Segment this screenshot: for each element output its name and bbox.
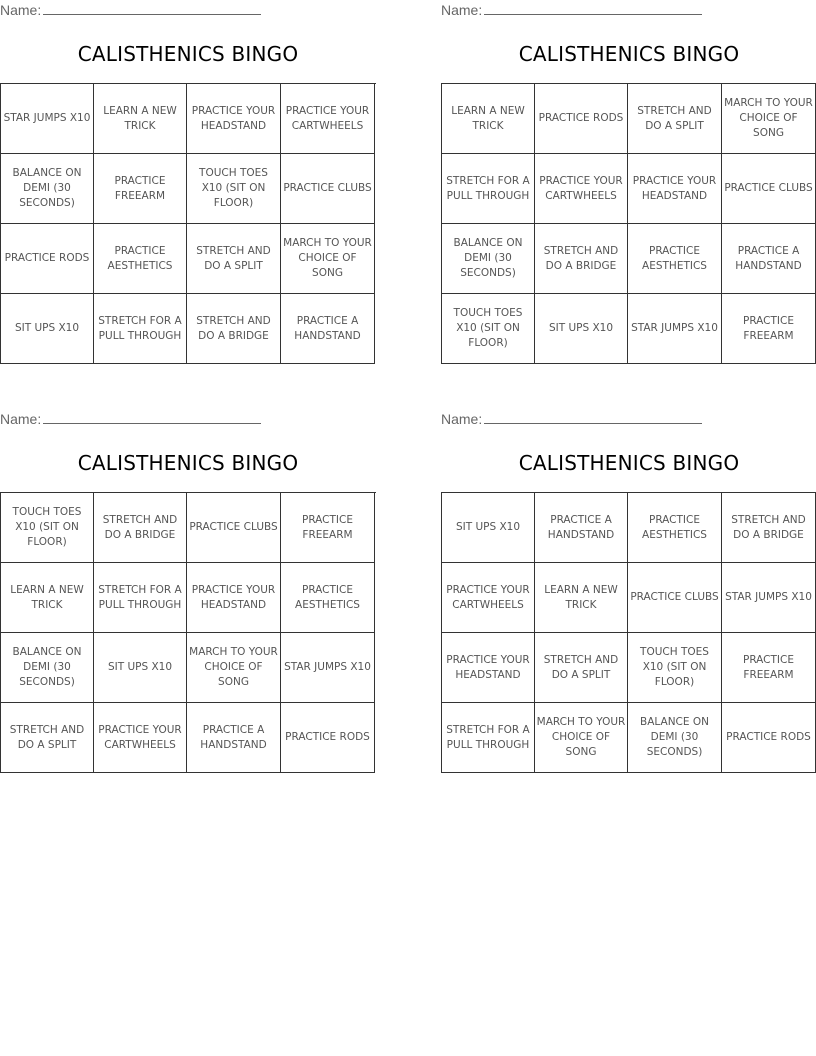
bingo-cell[interactable]: PRACTICE CLUBS <box>628 563 722 633</box>
name-blank-line[interactable] <box>484 2 702 15</box>
bingo-cell[interactable]: PRACTICE A HANDSTAND <box>187 703 281 773</box>
bingo-cell[interactable]: TOUCH TOES X10 (SIT ON FLOOR) <box>442 294 535 364</box>
bingo-card-1 <box>0 0 376 372</box>
bingo-cell[interactable]: PRACTICE FREEARM <box>722 633 816 703</box>
bingo-cell[interactable]: BALANCE ON DEMI (30 SECONDS) <box>1 154 94 224</box>
bingo-cell[interactable]: TOUCH TOES X10 (SIT ON FLOOR) <box>628 633 722 703</box>
card-title: CALISTHENICS BINGO <box>518 451 740 475</box>
bingo-cell[interactable]: SIT UPS X10 <box>442 493 535 563</box>
bingo-cell[interactable]: BALANCE ON DEMI (30 SECONDS) <box>442 224 535 294</box>
bingo-cell[interactable]: PRACTICE FREEARM <box>94 154 187 224</box>
card-title: CALISTHENICS BINGO <box>77 451 299 475</box>
bingo-cell[interactable]: SIT UPS X10 <box>94 633 187 703</box>
bingo-cell[interactable]: PRACTICE A HANDSTAND <box>535 493 628 563</box>
name-field[interactable] <box>0 411 270 429</box>
bingo-cell[interactable]: STRETCH FOR A PULL THROUGH <box>442 154 535 224</box>
bingo-cell[interactable]: STRETCH AND DO A BRIDGE <box>722 493 816 563</box>
bingo-cell[interactable]: BALANCE ON DEMI (30 SECONDS) <box>1 633 94 703</box>
bingo-cell[interactable]: PRACTICE AESTHETICS <box>281 563 375 633</box>
bingo-grid <box>441 83 816 364</box>
bingo-cell[interactable]: PRACTICE CLUBS <box>281 154 375 224</box>
bingo-cell[interactable]: PRACTICE A HANDSTAND <box>722 224 816 294</box>
bingo-card-3 <box>0 409 376 781</box>
bingo-cell[interactable]: STRETCH AND DO A SPLIT <box>187 224 281 294</box>
bingo-cell[interactable]: PRACTICE RODS <box>1 224 94 294</box>
bingo-cell[interactable]: PRACTICE AESTHETICS <box>628 224 722 294</box>
bingo-cell[interactable]: LEARN A NEW TRICK <box>94 84 187 154</box>
bingo-cell[interactable]: STRETCH AND DO A BRIDGE <box>187 294 281 364</box>
bingo-cell[interactable]: TOUCH TOES X10 (SIT ON FLOOR) <box>1 493 94 563</box>
card-title: CALISTHENICS BINGO <box>518 42 740 66</box>
bingo-cell[interactable]: STRETCH AND DO A SPLIT <box>535 633 628 703</box>
name-label: Name: <box>0 2 42 18</box>
bingo-cell[interactable]: MARCH TO YOUR CHOICE OF SONG <box>535 703 628 773</box>
bingo-grid <box>0 83 376 364</box>
bingo-cell[interactable]: MARCH TO YOUR CHOICE OF SONG <box>722 84 816 154</box>
bingo-cell[interactable]: PRACTICE YOUR CARTWHEELS <box>442 563 535 633</box>
bingo-cell[interactable]: LEARN A NEW TRICK <box>1 563 94 633</box>
bingo-cell[interactable]: PRACTICE CLUBS <box>187 493 281 563</box>
name-field[interactable] <box>441 2 711 20</box>
card-title: CALISTHENICS BINGO <box>77 42 299 66</box>
bingo-cell[interactable]: STAR JUMPS X10 <box>628 294 722 364</box>
bingo-cell[interactable]: PRACTICE YOUR CARTWHEELS <box>281 84 375 154</box>
bingo-cell[interactable]: STRETCH AND DO A BRIDGE <box>535 224 628 294</box>
bingo-grid <box>0 492 376 773</box>
name-label: Name: <box>441 2 483 18</box>
bingo-cell[interactable]: PRACTICE YOUR HEADSTAND <box>442 633 535 703</box>
bingo-cell[interactable]: PRACTICE RODS <box>281 703 375 773</box>
bingo-cell[interactable]: LEARN A NEW TRICK <box>442 84 535 154</box>
bingo-cell[interactable]: MARCH TO YOUR CHOICE OF SONG <box>281 224 375 294</box>
bingo-grid <box>441 492 816 773</box>
bingo-cell[interactable]: PRACTICE AESTHETICS <box>94 224 187 294</box>
bingo-cell[interactable]: STRETCH AND DO A SPLIT <box>1 703 94 773</box>
name-blank-line[interactable] <box>43 2 261 15</box>
bingo-cell[interactable]: TOUCH TOES X10 (SIT ON FLOOR) <box>187 154 281 224</box>
bingo-cell[interactable]: STRETCH FOR A PULL THROUGH <box>94 563 187 633</box>
bingo-cell[interactable]: BALANCE ON DEMI (30 SECONDS) <box>628 703 722 773</box>
bingo-cell[interactable]: PRACTICE YOUR CARTWHEELS <box>535 154 628 224</box>
name-field[interactable] <box>0 2 270 20</box>
bingo-cell[interactable]: PRACTICE FREEARM <box>281 493 375 563</box>
name-field[interactable] <box>441 411 711 429</box>
bingo-cell[interactable]: PRACTICE RODS <box>535 84 628 154</box>
bingo-cell[interactable]: STAR JUMPS X10 <box>722 563 816 633</box>
bingo-cell[interactable]: STRETCH AND DO A BRIDGE <box>94 493 187 563</box>
name-label: Name: <box>0 411 42 427</box>
bingo-card-2 <box>441 0 816 372</box>
name-label: Name: <box>441 411 483 427</box>
bingo-cell[interactable]: STRETCH FOR A PULL THROUGH <box>442 703 535 773</box>
bingo-cell[interactable]: PRACTICE YOUR HEADSTAND <box>628 154 722 224</box>
bingo-cell[interactable]: SIT UPS X10 <box>535 294 628 364</box>
bingo-cell[interactable]: LEARN A NEW TRICK <box>535 563 628 633</box>
name-blank-line[interactable] <box>484 411 702 424</box>
bingo-cell[interactable]: SIT UPS X10 <box>1 294 94 364</box>
bingo-cell[interactable]: PRACTICE FREEARM <box>722 294 816 364</box>
bingo-cell[interactable]: PRACTICE YOUR CARTWHEELS <box>94 703 187 773</box>
bingo-cell[interactable]: STAR JUMPS X10 <box>281 633 375 703</box>
bingo-cell[interactable]: PRACTICE A HANDSTAND <box>281 294 375 364</box>
bingo-cell[interactable]: MARCH TO YOUR CHOICE OF SONG <box>187 633 281 703</box>
bingo-cell[interactable]: PRACTICE AESTHETICS <box>628 493 722 563</box>
bingo-cell[interactable]: PRACTICE YOUR HEADSTAND <box>187 563 281 633</box>
bingo-cell[interactable]: STRETCH FOR A PULL THROUGH <box>94 294 187 364</box>
bingo-cell[interactable]: PRACTICE RODS <box>722 703 816 773</box>
bingo-cell[interactable]: STAR JUMPS X10 <box>1 84 94 154</box>
bingo-cell[interactable]: STRETCH AND DO A SPLIT <box>628 84 722 154</box>
bingo-cell[interactable]: PRACTICE CLUBS <box>722 154 816 224</box>
bingo-card-4 <box>441 409 816 781</box>
bingo-cell[interactable]: PRACTICE YOUR HEADSTAND <box>187 84 281 154</box>
name-blank-line[interactable] <box>43 411 261 424</box>
